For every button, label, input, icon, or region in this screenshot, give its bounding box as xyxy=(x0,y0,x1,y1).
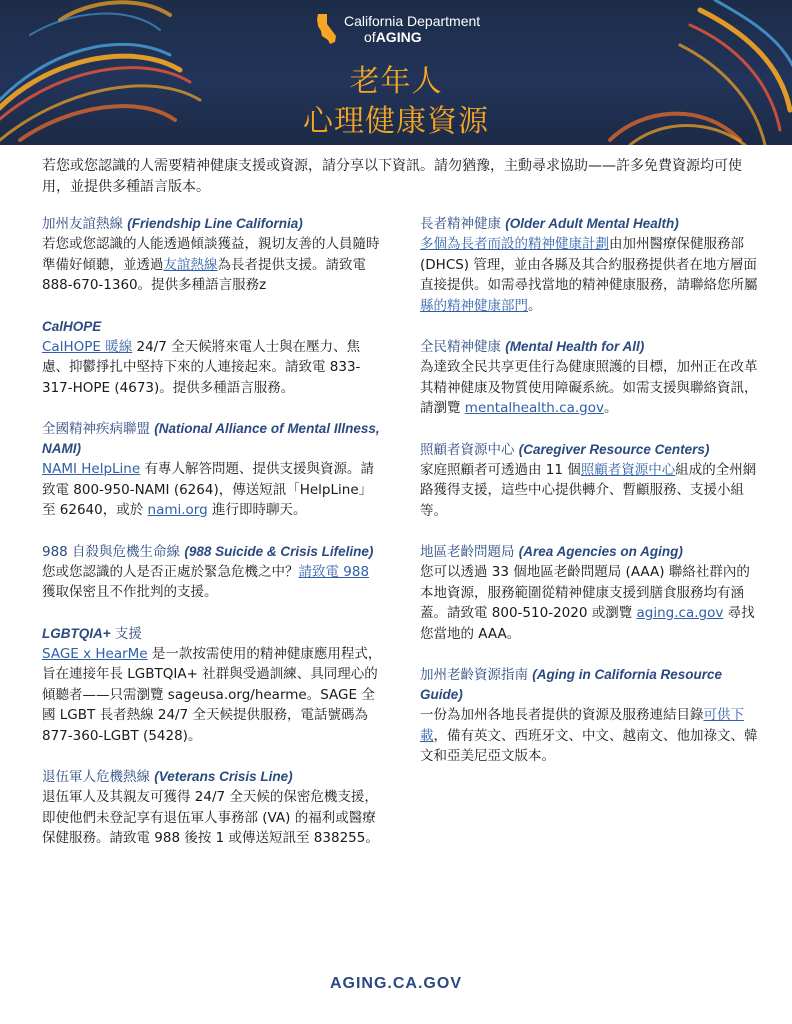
section-title: 加州老齡資源指南 (Aging in California Resource Guide) xyxy=(420,667,723,702)
section-lgbtqia xyxy=(42,624,382,747)
logo-line1: California Department xyxy=(344,13,481,29)
section-body: 您可以透過 33 個地區老齡問題局 (AAA) 聯絡社群內的本地資源，服務範圍從精神健康支援到膳食服務均有涵蓋。請致電 800-510-2020 或瀏覽 aging.ca.gov 尋找您當地的 AAA。 xyxy=(420,564,755,642)
section-988-lifeline xyxy=(42,542,382,603)
section-title: 全國精神疾病聯盟 (National Alliance of Mental Illness, NAMI) xyxy=(42,421,380,456)
logo-of: of xyxy=(364,29,376,45)
section-friendship-line xyxy=(42,214,382,296)
california-state-icon xyxy=(316,13,338,45)
call-988-link[interactable]: 請致電 988 xyxy=(298,563,370,580)
section-veterans-crisis xyxy=(42,767,382,849)
section-title: 長者精神健康 (Older Adult Mental Health) xyxy=(420,216,679,232)
section-title: 全民精神健康 (Mental Health for All) xyxy=(420,339,645,355)
section-older-adult-mh xyxy=(420,214,758,316)
section-title: 退伍軍人危機熱線 (Veterans Crisis Line) xyxy=(42,769,293,785)
section-calhope xyxy=(42,317,382,399)
section-mh-for-all xyxy=(420,337,758,419)
section-body: 一份為加州各地長者提供的資源及服務連結目錄可供下載，備有英文、西班牙文、中文、越南文、他加祿文、韓文和亞美尼亞文版本。 xyxy=(420,707,758,764)
section-title: 照顧者資源中心 (Caregiver Resource Centers) xyxy=(420,441,710,458)
section-area-agencies xyxy=(420,542,758,644)
left-column xyxy=(42,214,382,870)
page-title-line2: 心理健康資源 xyxy=(303,104,489,139)
aging-ca-gov-link[interactable]: aging.ca.gov xyxy=(636,605,724,621)
section-nami xyxy=(42,419,382,521)
section-body: 多個為長者而設的精神健康計劃由加州醫療保健服務部 (DHCS) 管理，並由各縣及其合約服務提供者在地方層面直接提供。如需尋找當地的精神健康服務，請聯絡您所屬縣的精神健康部門。 xyxy=(420,236,758,314)
section-body: CalHOPE 暖線 24/7 全天候將來電人士與在壓力、焦慮、抑鬱掙扎中堅持下來的人連接起來。請致電 833-317-HOPE (4673)。提供多種語言服務。 xyxy=(42,338,361,396)
friendship-line-link[interactable]: 友誼熱線 xyxy=(163,256,218,273)
nami-org-link[interactable]: nami.org xyxy=(147,502,208,518)
caregiver-centers-link[interactable]: 照顧者資源中心 xyxy=(580,461,676,478)
nami-helpline-link[interactable]: NAMI HelpLine xyxy=(42,461,141,477)
section-title: 加州友誼熱線 (Friendship Line California) xyxy=(42,216,303,232)
section-caregiver-centers xyxy=(420,440,758,522)
cda-logo xyxy=(316,12,480,46)
calhope-warmline-link[interactable]: CalHOPE 暖線 xyxy=(42,338,133,355)
section-body: 家庭照顧者可透過由 11 個照顧者資源中心組成的全州網路獲得支援，這些中心提供轉介、暫顧服務、支援小組等。 xyxy=(420,461,757,519)
footer-url[interactable]: AGING.CA.GOV xyxy=(329,975,462,992)
intro-paragraph: 若您或您認識的人需要精神健康支援或資源，請分享以下資訊。請勿猶豫，主動尋求協助——許多免費資源均可使用，並提供多種語言版本。 xyxy=(42,158,742,195)
section-title: 988 自殺與危機生命線 (988 Suicide & Crisis Lifeline) xyxy=(42,543,374,560)
section-body: SAGE x HearMe 是一款按需使用的精神健康應用程式，旨在連接年長 LGBTQIA+ 社群與受過訓練、具同理心的傾聽者——只需瀏覽 sageusa.org/hearme。SAGE 全國 LGBT 長者熱線 24/7 全天候提供服務，電話號碼為 877-360-LGBT (5428)。 xyxy=(42,645,382,744)
section-title: LGBTQIA+ 支援 xyxy=(42,625,142,642)
mentalhealth-ca-gov-link[interactable]: mentalhealth.ca.gov xyxy=(464,400,604,416)
sage-hearme-link[interactable]: SAGE x HearMe xyxy=(42,645,148,662)
section-resource-guide xyxy=(420,665,758,767)
section-body: 若您或您認識的人能透過傾談獲益，親切友善的人員隨時準備好傾聽，並透過友誼熱線為長者提供支援。請致電 888-670-1360。提供多種語言服務z xyxy=(42,236,380,293)
section-body: NAMI HelpLine 有專人解答問題、提供支援與資源。請致電 800-950-NAMI (6264)，傳送短訊「HelpLine」至 62640，或於 nami.org 進行即時聊天。 xyxy=(42,461,374,518)
older-adult-programs-link[interactable]: 多個為長者而設的精神健康計劃 xyxy=(420,236,609,252)
download-guide-link[interactable]: 可供下載 xyxy=(420,707,744,744)
section-body: 為達致全民共享更佳行為健康照護的目標，加州正在改革其精神健康及物質使用障礙系統。如需支援與聯絡資訊，請瀏覽 mentalhealth.ca.gov。 xyxy=(420,359,758,416)
logo-aging: AGING xyxy=(375,29,422,45)
section-body: 您或您認識的人是否正處於緊急危機之中？請致電 988 獲取保密且不作批判的支援。 xyxy=(42,563,370,600)
section-body: 退伍軍人及其親友可獲得 24/7 全天候的保密危機支援，即使他們未登記享有退伍軍人事務部 (VA) 的福利或醫療保健服務。請致電 988 後按 1 或傳送短訊至 838255。 xyxy=(42,789,379,846)
section-title: CalHOPE xyxy=(42,318,102,334)
section-title: 地區老齡問題局 (Area Agencies on Aging) xyxy=(420,544,683,560)
page-title-line1: 老年人 xyxy=(349,64,443,99)
county-mh-dept-link[interactable]: 縣的精神健康部門 xyxy=(420,297,528,314)
right-column xyxy=(420,214,758,788)
header-banner xyxy=(0,0,792,145)
